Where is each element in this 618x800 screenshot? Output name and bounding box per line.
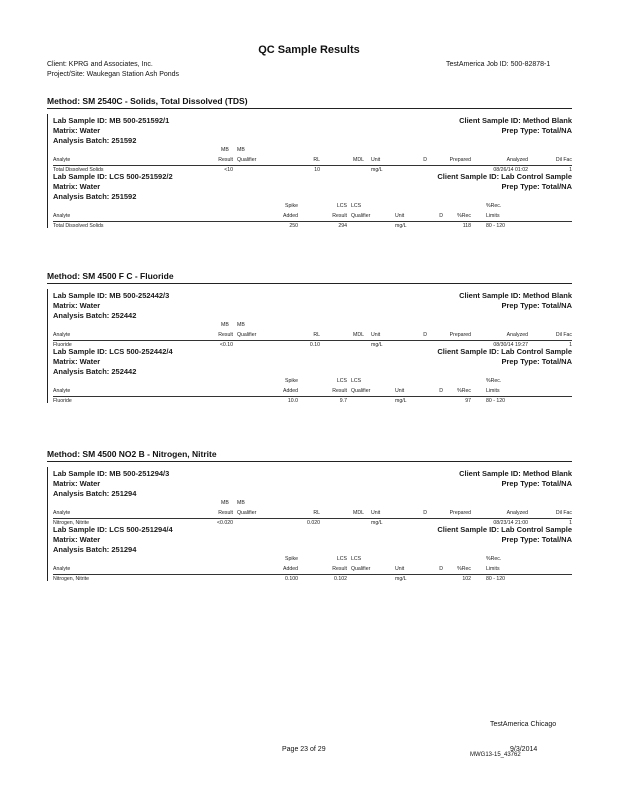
method-heading: Method: SM 2540C - Solids, Total Dissolved (TDS) xyxy=(47,96,248,106)
col-header-mb: MB xyxy=(237,322,245,328)
cell-result: 0.102 xyxy=(334,576,347,582)
prep-type: Prep Type: Total/NA xyxy=(501,182,572,191)
client-sample-id: Client Sample ID: Method Blank xyxy=(459,116,572,125)
table-rule xyxy=(53,165,572,166)
col-header-lcs: LCS xyxy=(351,203,362,209)
cell-dilfac: 1 xyxy=(569,342,572,348)
col-header-lcs: LCS xyxy=(351,378,362,384)
cell-added: 0.100 xyxy=(285,576,298,582)
cell-analyte: Fluoride xyxy=(53,342,72,348)
lab-sample-id: Lab Sample ID: MB 500-252442/3 xyxy=(53,291,170,300)
col-header-prepared: Prepared xyxy=(449,510,471,516)
method-divider xyxy=(47,108,572,109)
block-bracket xyxy=(47,345,48,403)
col-header-unit: Unit xyxy=(371,510,381,516)
col-header-analyte: Analyte xyxy=(53,566,71,572)
col-header-d: D xyxy=(423,332,427,338)
col-header-result: Result xyxy=(218,157,233,163)
analysis-batch: Analysis Batch: 252442 xyxy=(53,311,137,320)
block-bracket xyxy=(47,467,48,525)
cell-unit: mg/L xyxy=(395,223,407,229)
cell-unit: mg/L xyxy=(371,520,383,526)
cell-limits: 80 - 120 xyxy=(486,576,506,582)
method-heading: Method: SM 4500 F C - Fluoride xyxy=(47,271,174,281)
col-header-rl: RL xyxy=(313,510,320,516)
col-header-qualifier: Qualifier xyxy=(237,157,257,163)
col-header-rec: %Rec xyxy=(457,213,471,219)
lab-sample-id: Lab Sample ID: LCS 500-251294/4 xyxy=(53,525,173,534)
col-header-d: D xyxy=(439,388,443,394)
col-header-analyte: Analyte xyxy=(53,213,71,219)
cell-analyzed: 08/26/14 01:02 xyxy=(493,167,528,173)
analysis-batch: Analysis Batch: 252442 xyxy=(53,367,137,376)
report-date: 9/3/2014 xyxy=(510,746,538,753)
client-sample-id: Client Sample ID: Method Blank xyxy=(459,291,572,300)
col-header-added: Added xyxy=(282,566,298,572)
col-header-unit: Unit xyxy=(395,566,405,572)
matrix: Matrix: Water xyxy=(53,357,101,366)
col-header-analyte: Analyte xyxy=(53,510,71,516)
col-header-unit: Unit xyxy=(371,332,381,338)
cell-unit: mg/L xyxy=(395,398,407,404)
col-header-d: D xyxy=(439,213,443,219)
cell-result: <0.10 xyxy=(219,342,233,348)
col-header-analyzed: Analyzed xyxy=(506,332,528,338)
col-header-added: Added xyxy=(282,388,298,394)
method-heading: Method: SM 4500 NO2 B - Nitrogen, Nitrite xyxy=(47,449,217,459)
col-header-analyte: Analyte xyxy=(53,157,71,163)
col-header-dilfac: Dil Fac xyxy=(555,332,572,338)
analysis-batch: Analysis Batch: 251294 xyxy=(53,489,137,498)
cell-analyzed: 08/23/14 21:00 xyxy=(493,520,528,526)
col-header-mb: MB xyxy=(237,147,245,153)
col-header-rl: RL xyxy=(313,157,320,163)
cell-unit: mg/L xyxy=(395,576,407,582)
col-header-qualifier: Qualifier xyxy=(351,213,371,219)
matrix: Matrix: Water xyxy=(53,535,101,544)
cell-analyte: Total Dissolved Solids xyxy=(53,223,104,229)
client-name: Client: KPRG and Associates, Inc. xyxy=(47,61,153,68)
col-header-rl: RL xyxy=(313,332,320,338)
col-header-qualifier: Qualifier xyxy=(237,510,257,516)
col-header-analyzed: Analyzed xyxy=(506,157,528,163)
cell-result: 294 xyxy=(338,223,347,229)
col-header-rec: %Rec xyxy=(457,388,471,394)
method-divider xyxy=(47,283,572,284)
lab-sample-id: Lab Sample ID: MB 500-251294/3 xyxy=(53,469,170,478)
col-header-mb: MB xyxy=(221,322,229,328)
col-header-mb: MB xyxy=(221,500,229,506)
col-header-mb: MB xyxy=(221,147,229,153)
cell-analyte: Total Dissolved Solids xyxy=(53,167,104,173)
col-header-result: Result xyxy=(332,566,347,572)
col-header-unit: Unit xyxy=(395,388,405,394)
col-header-d: D xyxy=(423,157,427,163)
cell-rec: 102 xyxy=(462,576,471,582)
col-header-rec: %Rec. xyxy=(486,556,502,562)
page-title: QC Sample Results xyxy=(258,44,360,56)
col-header-result: Result xyxy=(218,510,233,516)
method-divider xyxy=(47,461,572,462)
client-sample-id: Client Sample ID: Lab Control Sample xyxy=(437,525,572,534)
cell-added: 10.0 xyxy=(287,398,298,404)
col-header-mdl: MDL xyxy=(353,157,364,163)
client-sample-id: Client Sample ID: Method Blank xyxy=(459,469,572,478)
col-header-unit: Unit xyxy=(371,157,381,163)
col-header-prepared: Prepared xyxy=(449,332,471,338)
block-bracket xyxy=(47,523,48,581)
cell-limits: 80 - 120 xyxy=(486,223,506,229)
col-header-analyzed: Analyzed xyxy=(506,510,528,516)
lab-sample-id: Lab Sample ID: LCS 500-251592/2 xyxy=(53,172,173,181)
cell-result: <10 xyxy=(224,167,233,173)
col-header-qualifier: Qualifier xyxy=(351,566,371,572)
cell-unit: mg/L xyxy=(371,167,383,173)
client-sample-id: Client Sample ID: Lab Control Sample xyxy=(437,347,572,356)
col-header-dilfac: Dil Fac xyxy=(555,510,572,516)
col-header-limits: Limits xyxy=(486,213,500,219)
col-header-d: D xyxy=(423,510,427,516)
cell-rl: 0.020 xyxy=(307,520,320,526)
analysis-batch: Analysis Batch: 251592 xyxy=(53,136,137,145)
cell-analyte: Fluoride xyxy=(53,398,72,404)
col-header-d: D xyxy=(439,566,443,572)
project-site: Project/Site: Waukegan Station Ash Ponds xyxy=(47,71,180,78)
prep-type: Prep Type: Total/NA xyxy=(501,126,572,135)
cell-limits: 80 - 120 xyxy=(486,398,506,404)
cell-analyzed: 08/30/14 19:27 xyxy=(493,342,528,348)
cell-rl: 0.10 xyxy=(309,342,320,348)
table-rule xyxy=(53,518,572,519)
table-rule xyxy=(53,396,572,397)
prep-type: Prep Type: Total/NA xyxy=(501,535,572,544)
cell-result: <0.020 xyxy=(216,520,233,526)
table-rule xyxy=(53,574,572,575)
prep-type: Prep Type: Total/NA xyxy=(501,479,572,488)
cell-rec: 118 xyxy=(462,223,471,229)
col-header-lcs: LCS xyxy=(336,378,347,384)
col-header-rec: %Rec. xyxy=(486,378,502,384)
col-header-spike: Spike xyxy=(285,378,298,384)
cell-dilfac: 1 xyxy=(569,520,572,526)
col-header-result: Result xyxy=(218,332,233,338)
cell-analyte: Nitrogen, Nitrite xyxy=(53,520,90,526)
cell-analyte: Nitrogen, Nitrite xyxy=(53,576,90,582)
table-rule xyxy=(53,221,572,222)
col-header-lcs: LCS xyxy=(351,556,362,562)
block-bracket xyxy=(47,170,48,228)
cell-result: 9.7 xyxy=(339,398,347,404)
prep-type: Prep Type: Total/NA xyxy=(501,357,572,366)
matrix: Matrix: Water xyxy=(53,182,101,191)
col-header-added: Added xyxy=(282,213,298,219)
client-sample-id: Client Sample ID: Lab Control Sample xyxy=(437,172,572,181)
col-header-dilfac: Dil Fac xyxy=(555,157,572,163)
lab-sample-id: Lab Sample ID: MB 500-251592/1 xyxy=(53,116,170,125)
col-header-mdl: MDL xyxy=(353,510,364,516)
col-header-mdl: MDL xyxy=(353,332,364,338)
col-header-unit: Unit xyxy=(395,213,405,219)
col-header-rec: %Rec xyxy=(457,566,471,572)
matrix: Matrix: Water xyxy=(53,479,101,488)
col-header-lcs: LCS xyxy=(336,556,347,562)
col-header-rec: %Rec. xyxy=(486,203,502,209)
col-header-result: Result xyxy=(332,388,347,394)
analysis-batch: Analysis Batch: 251592 xyxy=(53,192,137,201)
col-header-analyte: Analyte xyxy=(53,332,71,338)
col-header-prepared: Prepared xyxy=(449,157,471,163)
col-header-spike: Spike xyxy=(285,556,298,562)
job-id: TestAmerica Job ID: 500-82878-1 xyxy=(446,61,551,68)
col-header-limits: Limits xyxy=(486,388,500,394)
col-header-analyte: Analyte xyxy=(53,388,71,394)
document-id: MWG13-15_43762 xyxy=(470,752,521,758)
col-header-mb: MB xyxy=(237,500,245,506)
cell-added: 250 xyxy=(289,223,298,229)
col-header-spike: Spike xyxy=(285,203,298,209)
col-header-qualifier: Qualifier xyxy=(351,388,371,394)
block-bracket xyxy=(47,114,48,172)
page-number: Page 23 of 29 xyxy=(282,746,326,753)
lab-sample-id: Lab Sample ID: LCS 500-252442/4 xyxy=(53,347,173,356)
cell-dilfac: 1 xyxy=(569,167,572,173)
col-header-result: Result xyxy=(332,213,347,219)
cell-rl: 10 xyxy=(314,167,320,173)
col-header-limits: Limits xyxy=(486,566,500,572)
lab-name: TestAmerica Chicago xyxy=(490,721,557,728)
matrix: Matrix: Water xyxy=(53,126,101,135)
cell-rec: 97 xyxy=(465,398,471,404)
block-bracket xyxy=(47,289,48,347)
prep-type: Prep Type: Total/NA xyxy=(501,301,572,310)
matrix: Matrix: Water xyxy=(53,301,101,310)
cell-unit: mg/L xyxy=(371,342,383,348)
col-header-lcs: LCS xyxy=(336,203,347,209)
table-rule xyxy=(53,340,572,341)
analysis-batch: Analysis Batch: 251294 xyxy=(53,545,137,554)
col-header-qualifier: Qualifier xyxy=(237,332,257,338)
